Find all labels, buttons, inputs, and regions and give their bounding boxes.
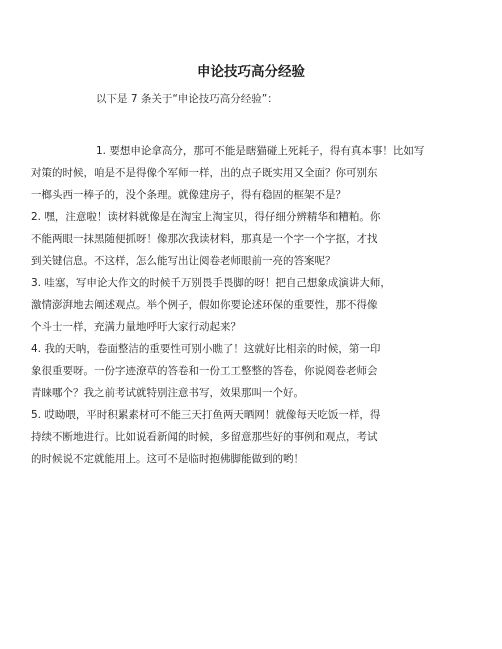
paragraph-line: 个斗士一样，充满力量地呼吁大家行动起来？ (31, 321, 241, 333)
paragraph-line: 4. 我的天呐，卷面整洁的重要性可别小瞧了！这就好比相亲的时候，第一印 (31, 343, 381, 355)
paragraph-line: 3. 哇塞，写申论大作文的时候千万别畏手畏脚的呀！把自己想象成演讲大师， (31, 277, 391, 289)
paragraph-line: 对策的时候，咱是不是得像个军师一样，出的点子既实用又全面？你可别东 (31, 167, 378, 179)
tips-list (0, 140, 502, 470)
list-item (0, 338, 502, 404)
paragraph-line: 青睐哪个？我之前考试就特别注意书写，效果那叫一个好。 (31, 387, 304, 399)
list-item (0, 140, 502, 206)
paragraph-line: 一榔头西一棒子的，没个条理。就像建房子，得有稳固的框架不是？ (31, 189, 346, 201)
list-item (0, 206, 502, 272)
paragraph-line: 不能两眼一抹黑随便抓呀！像那次我读材料，那真是一个字一个字抠，才找 (31, 233, 378, 245)
paragraph-line: 2. 嘿，注意啦！读材料就像是在淘宝上淘宝贝，得仔细分辨精华和糟粕。你 (31, 211, 381, 223)
paragraph-line: 1. 要想申论拿高分，那可不能是瞎猫碰上死耗子，得有真本事！比如写 (96, 145, 425, 157)
paragraph-line: 到关键信息。不这样，怎么能写出让阅卷老师眼前一亮的答案呢？ (31, 255, 336, 267)
paragraph-line: 5. 哎呦喂，平时积累素材可不能三天打鱼两天晒网！就像每天吃饭一样，得 (31, 409, 381, 421)
document-intro: 以下是 7 条关于“申论技巧高分经验”： (96, 93, 278, 105)
paragraph-line: 持续不断地进行。比如说看新闻的时候，多留意那些好的事例和观点，考试 (31, 431, 378, 443)
paragraph-line: 象很重要呀。一份字迹潦草的答卷和一份工工整整的答卷，你说阅卷老师会 (31, 365, 378, 377)
paragraph-line: 的时候说不定就能用上。这可不是临时抱佛脚能做到的哟！ (31, 453, 304, 465)
paragraph-line: 激情澎湃地去阐述观点。举个例子，假如你要论述环保的重要性，那不得像 (31, 299, 378, 311)
list-item (0, 404, 502, 470)
document-title: 申论技巧高分经验 (197, 64, 305, 80)
list-item (0, 272, 502, 338)
